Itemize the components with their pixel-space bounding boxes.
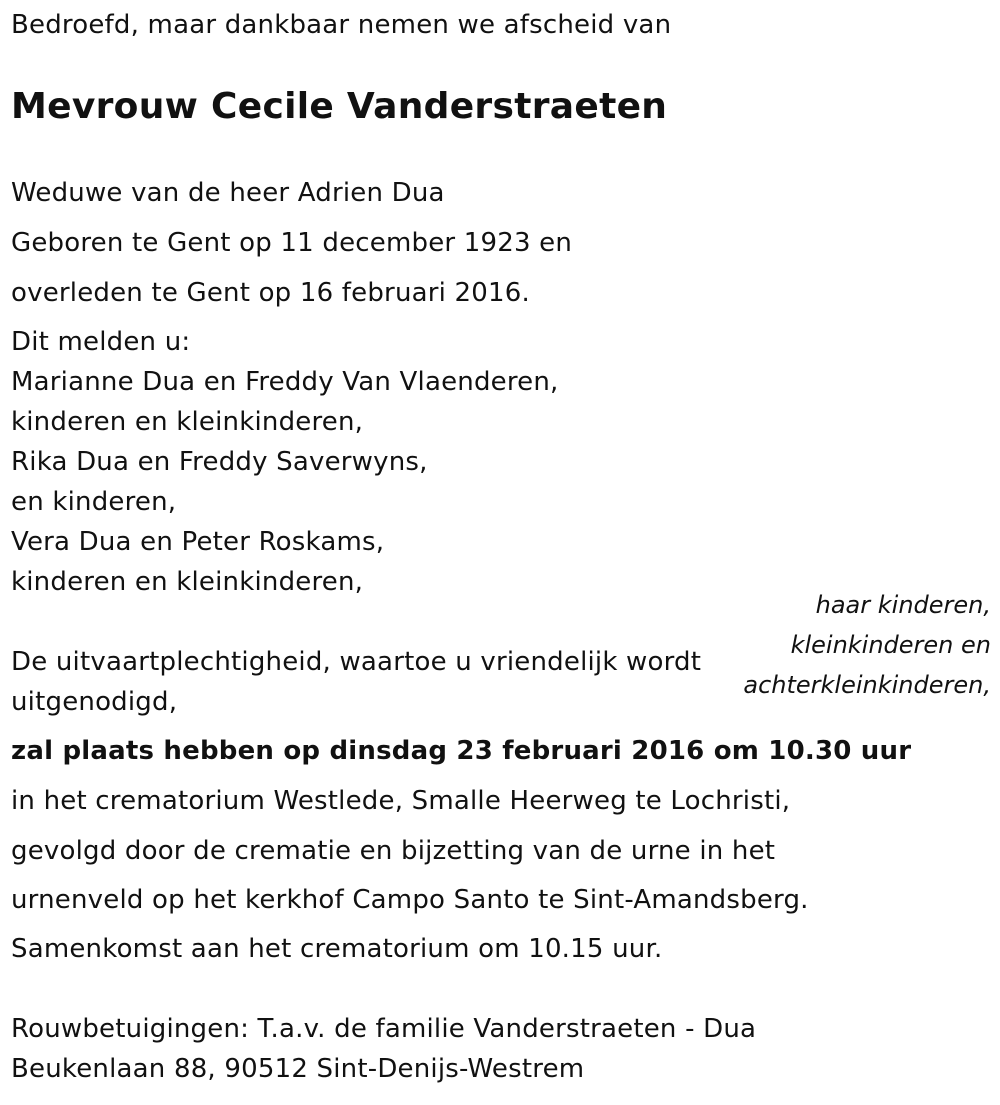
announcer-line: Marianne Dua en Freddy Van Vlaenderen,	[11, 367, 559, 397]
ceremony-detail: gevolgd door de crematie en bijzetting van de urne in het	[11, 836, 776, 866]
deceased-name: Mevrouw Cecile Vanderstraeten	[11, 86, 668, 127]
ceremony-intro: uitgenodigd,	[11, 687, 178, 717]
condolences-line: Rouwbetuigingen: T.a.v. de familie Vanderstraeten - Dua	[11, 1014, 757, 1044]
announcer-line: kinderen en kleinkinderen,	[11, 407, 364, 437]
detail-born: Geboren te Gent op 11 december 1923 en	[11, 228, 573, 258]
intro-line: Bedroefd, maar dankbaar nemen we afscheid van	[11, 10, 672, 40]
ceremony-date: zal plaats hebben op dinsdag 23 februari 2016 om 10.30 uur	[11, 736, 912, 766]
announcer-line: en kinderen,	[11, 487, 177, 517]
announcer-line: kinderen en kleinkinderen,	[11, 567, 364, 597]
ceremony-detail: urnenveld op het kerkhof Campo Santo te Sint-Amandsberg.	[11, 885, 809, 915]
ceremony-detail: in het crematorium Westlede, Smalle Heerweg te Lochristi,	[11, 786, 791, 816]
family-note-line: kleinkinderen en	[790, 631, 991, 659]
condolences-address: Beukenlaan 88, 90512 Sint-Denijs-Westrem	[11, 1054, 585, 1084]
announcer-line: Vera Dua en Peter Roskams,	[11, 527, 385, 557]
detail-died: overleden te Gent op 16 februari 2016.	[11, 278, 530, 308]
family-note	[743, 585, 991, 705]
family-note-line: haar kinderen,	[815, 591, 991, 619]
announcers-intro: Dit melden u:	[11, 327, 191, 357]
detail-widow: Weduwe van de heer Adrien Dua	[11, 178, 445, 208]
ceremony-intro: De uitvaartplechtigheid, waartoe u vriendelijk wordt	[11, 647, 702, 677]
announcer-line: Rika Dua en Freddy Saverwyns,	[11, 447, 428, 477]
ceremony-detail: Samenkomst aan het crematorium om 10.15 uur.	[11, 934, 663, 964]
family-note-line: achterkleinkinderen,	[743, 671, 991, 699]
